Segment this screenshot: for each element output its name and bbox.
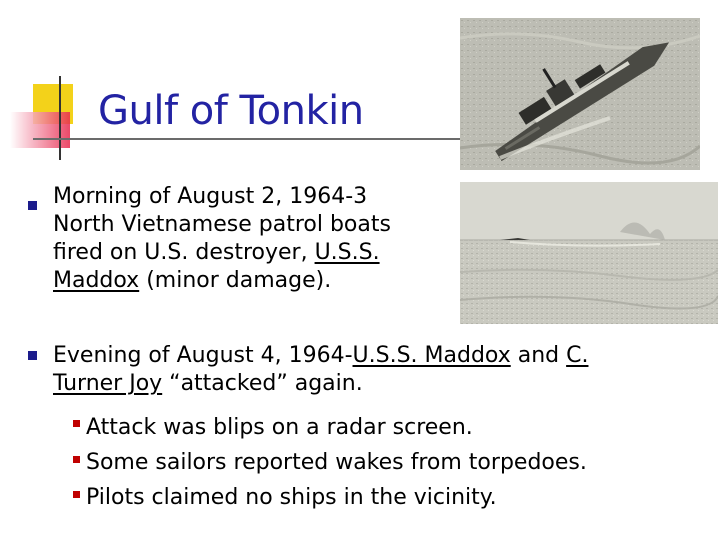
sub-bullet-pilots: Pilots claimed no ships in the vicinity. — [86, 485, 497, 510]
bullet-tail: “attacked” again. — [162, 371, 363, 396]
sub-bullet-wakes: Some sailors reported wakes from torpedoes. — [86, 450, 587, 475]
bullet-text-morning — [53, 183, 391, 295]
bullet-line-text: fired on U.S. destroyer, — [53, 240, 315, 265]
turner-joy-link-part1[interactable]: C. — [566, 343, 589, 368]
sub-bullet-marker — [73, 491, 80, 498]
bullet-line — [53, 342, 588, 370]
bullet-line — [53, 239, 391, 267]
bullet-line: Morning of August 2, 1964-3 — [53, 184, 368, 209]
uss-maddox-link[interactable]: U.S.S. Maddox — [352, 343, 511, 368]
destroyer-photo — [460, 18, 700, 170]
sub-bullet-list — [86, 410, 587, 515]
sub-bullet-marker — [73, 420, 80, 427]
title-ornament-vertical-line — [59, 76, 61, 160]
sub-bullet-radar: Attack was blips on a radar screen. — [86, 415, 473, 440]
patrol-boat-photo — [460, 182, 718, 324]
bullet-line-tail: (minor damage). — [139, 268, 332, 293]
maddox-link[interactable]: Maddox — [53, 268, 140, 293]
turner-joy-link-part2[interactable]: Turner Joy — [53, 371, 163, 396]
title-underline-rule — [33, 138, 463, 140]
bullet-marker — [28, 201, 37, 210]
bullet-prefix: Evening of August 4, 1964- — [53, 343, 353, 368]
bullet-line — [53, 267, 391, 295]
sub-bullet-marker — [73, 456, 80, 463]
bullet-marker — [28, 351, 37, 360]
uss-link-part1[interactable]: U.S.S. — [314, 240, 380, 265]
slide-title: Gulf of Tonkin — [98, 88, 364, 134]
title-ornament-red-bar — [10, 112, 70, 148]
bullet-line — [53, 370, 588, 398]
bullet-line: North Vietnamese patrol boats — [53, 212, 391, 237]
bullet-mid: and — [510, 343, 567, 368]
bullet-text-evening — [53, 342, 588, 398]
